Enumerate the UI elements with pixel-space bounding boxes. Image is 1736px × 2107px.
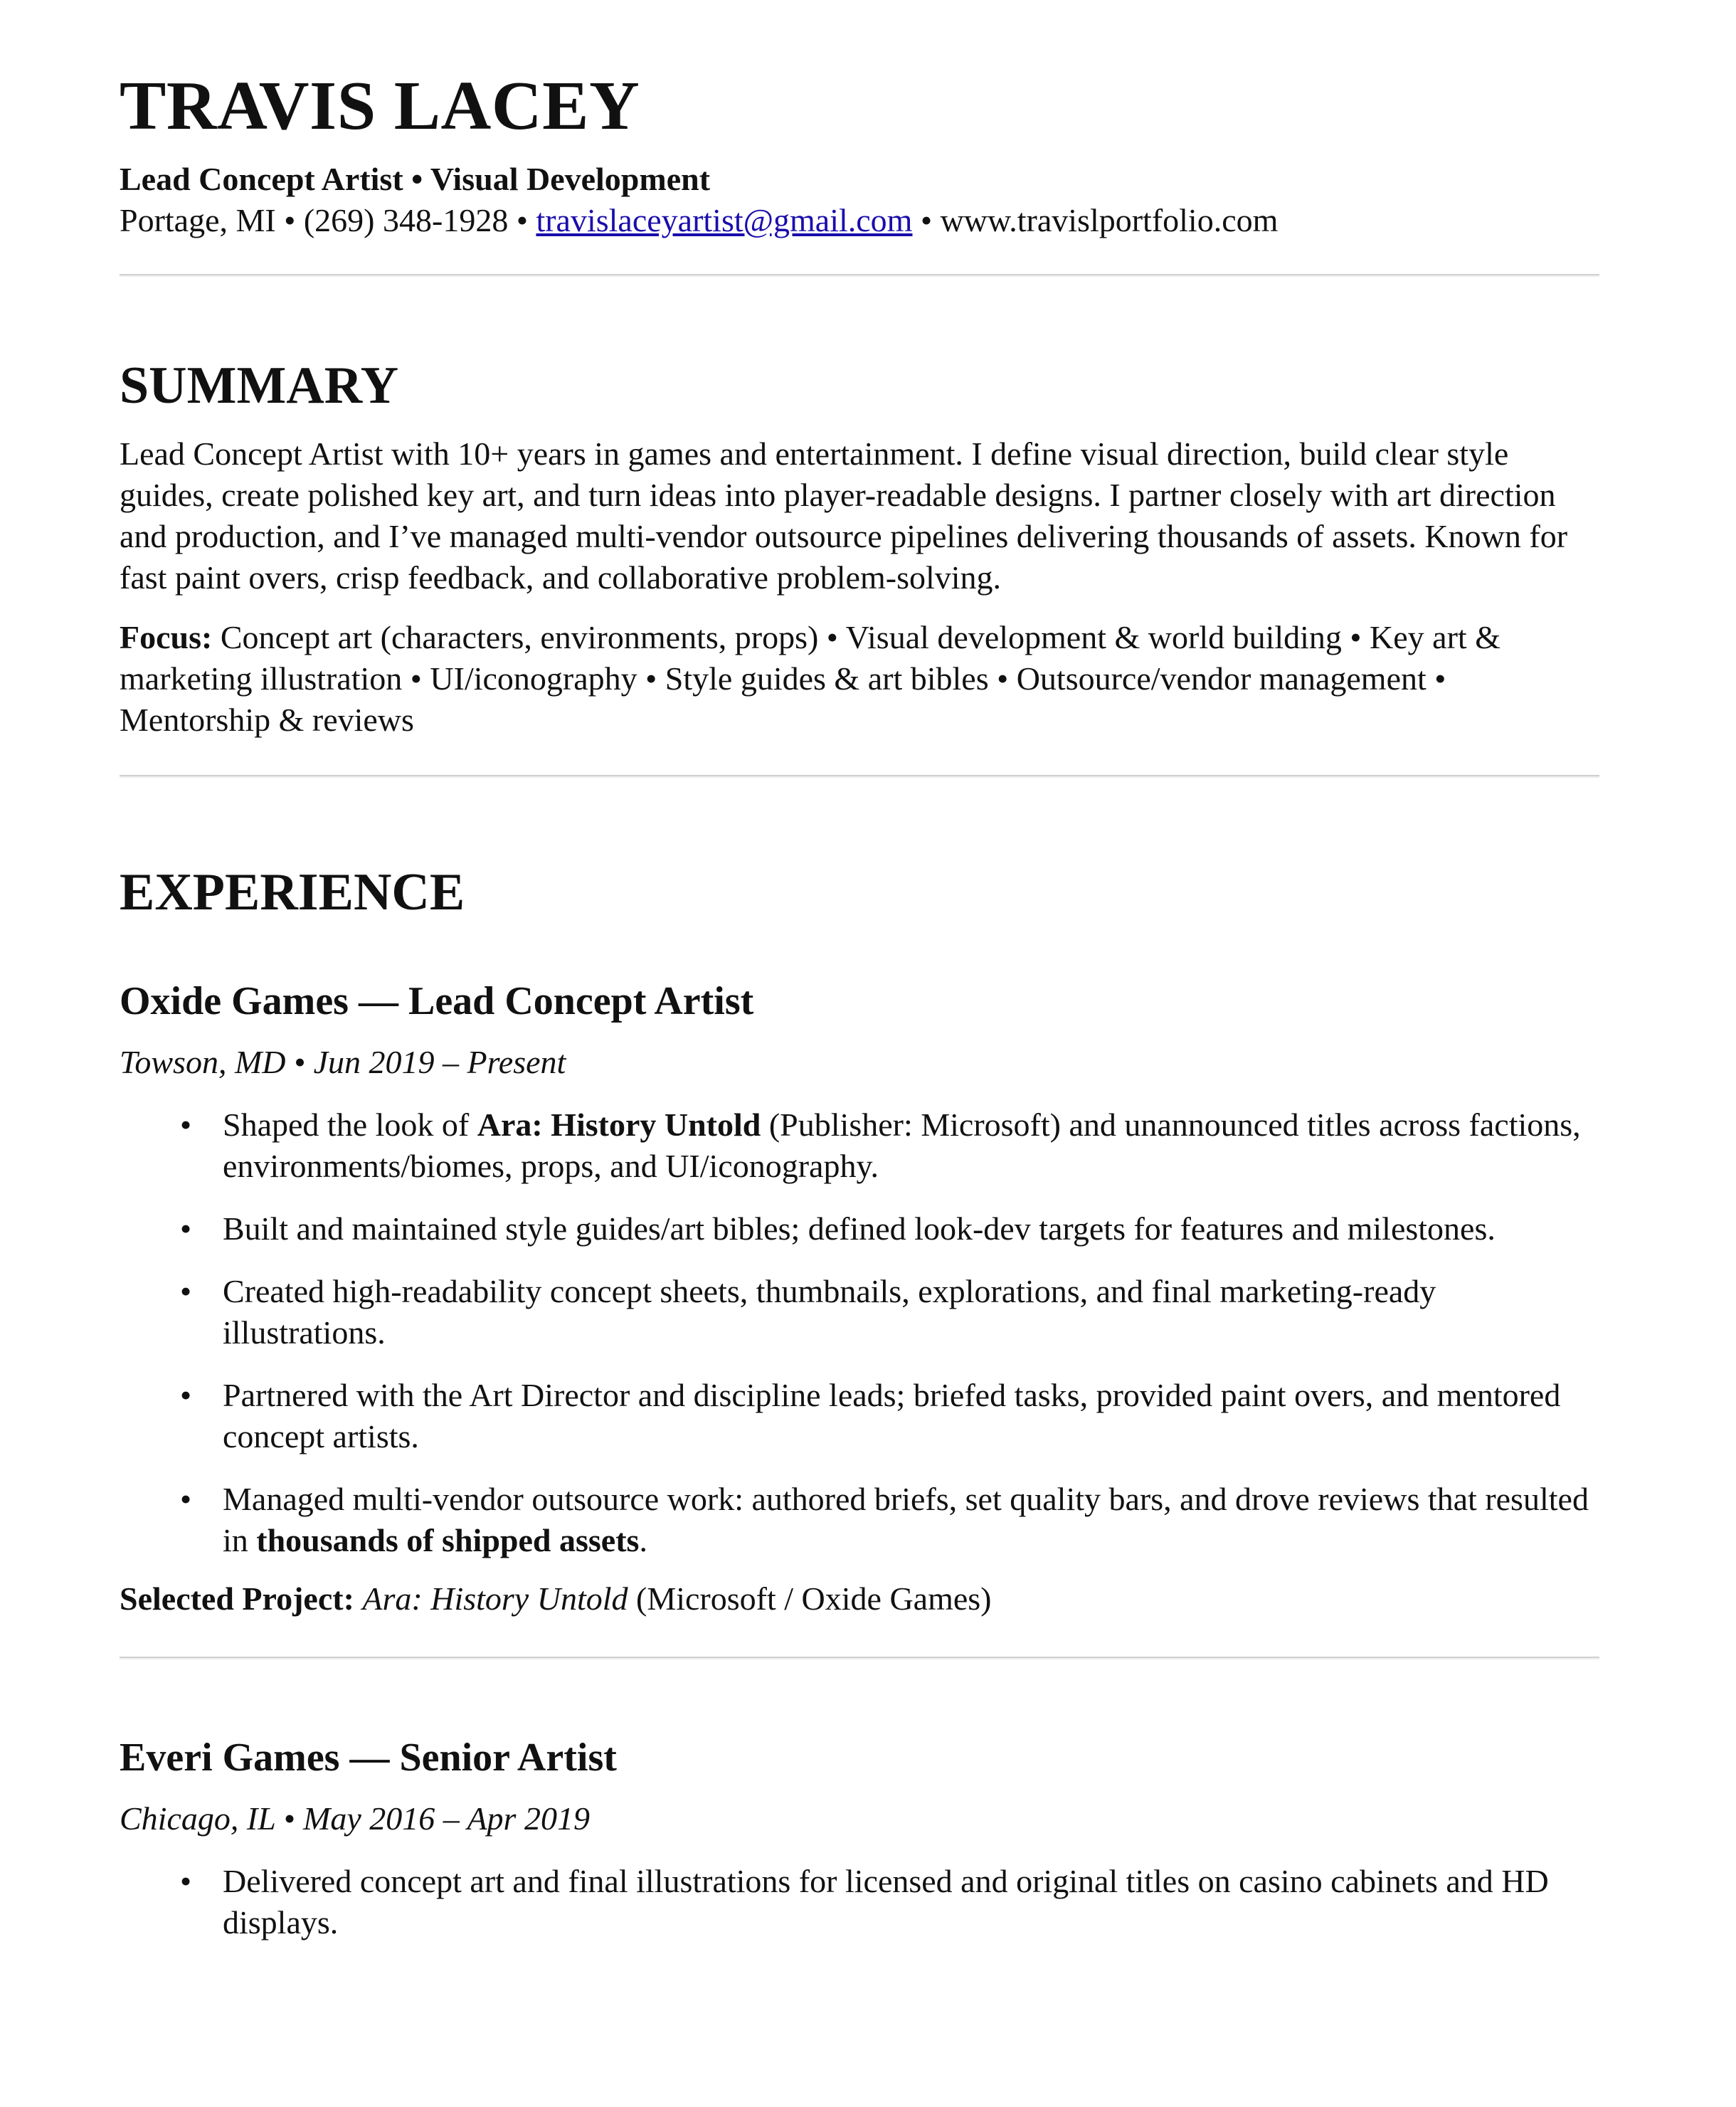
bullet-text: Partnered with the Art Director and discipline leads; briefed tasks, provided paint overs, and mentored concept artists. [223,1376,1561,1454]
selected-project-line [120,1578,1599,1620]
header-divider [120,274,1599,277]
job-title-oxide: Oxide Games — Lead Concept Artist [120,978,754,1023]
bullet-text: . [639,1521,647,1558]
job-meta-everi: Chicago, IL • May 2016 – Apr 2019 [120,1800,590,1837]
bullet-bold-text: Ara: History Untold [477,1106,761,1143]
list-item [120,1271,1599,1353]
bullet-marker: • [180,1863,192,1900]
contact-email-link[interactable]: travislaceyartist@gmail.com [536,202,913,239]
job-bullets-everi [120,1861,1599,1943]
contact-separator: • [275,202,304,239]
focus-text: Concept art (characters, environments, props) • Visual development & world building • Key art & marketing illustration • UI/iconography • Style guides & art bibles • Outsource/vendor management • Mentorship & reviews [120,618,1501,738]
job-meta-oxide: Towson, MD • Jun 2019 – Present [120,1043,566,1080]
list-item [120,1375,1599,1457]
summary-divider [120,775,1599,778]
selected-project-label: Selected Project: [120,1580,354,1617]
bullet-text: Managed multi-vendor outsource work: authored briefs, set quality bars, and drove reviews that resulted in [223,1480,1589,1558]
contact-separator: • [508,202,536,239]
bullet-marker: • [180,1272,192,1309]
bullet-text: Built and maintained style guides/art bibles; defined look-dev targets for features and milestones. [223,1210,1496,1247]
contact-website: www.travislportfolio.com [940,202,1279,239]
contact-phone: (269) 348-1928 [303,202,509,239]
contact-line [120,200,1599,241]
list-item [120,1861,1599,1943]
candidate-name: TRAVIS LACEY [120,68,640,144]
bullet-marker: • [180,1210,192,1247]
bullet-text: Created high-readability concept sheets, thumbnails, explorations, and final marketing-ready illustrations. [223,1272,1436,1351]
job-title-everi: Everi Games — Senior Artist [120,1735,617,1780]
selected-project-rest: (Microsoft / Oxide Games) [628,1580,992,1617]
list-item [120,1208,1599,1250]
bullet-text: Delivered concept art and final illustrations for licensed and original titles on casino cabinets and HD displays. [223,1863,1549,1941]
contact-location: Portage, MI [120,202,276,239]
list-item [120,1479,1599,1561]
bullet-marker: • [180,1106,192,1143]
job-divider [120,1657,1599,1659]
bullet-bold-text: thousands of shipped assets [256,1521,640,1558]
resume-page [120,68,1599,1943]
bullet-marker: • [180,1480,192,1517]
job-bullets-oxide [120,1104,1599,1561]
experience-heading: EXPERIENCE [120,862,465,922]
focus-label: Focus: [120,618,213,655]
focus-line [120,617,1599,741]
bullet-text: Shaped the look of [223,1106,477,1143]
list-item [120,1104,1599,1187]
bullet-text: (Publisher: Microsoft) and unannounced titles across factions, environments/biomes, props, and UI/iconography. [223,1106,1581,1184]
contact-separator: • [912,202,941,239]
candidate-tagline: Lead Concept Artist • Visual Development [120,161,711,197]
summary-heading: SUMMARY [120,356,399,415]
selected-project-title: Ara: History Untold [362,1580,628,1617]
bullet-marker: • [180,1376,192,1413]
summary-text: Lead Concept Artist with 10+ years in games and entertainment. I define visual direction, build clear style guides, create polished key art, and turn ideas into player-readable designs. I partner closely with art direction and production, and I’ve managed multi-vendor outsource pipelines delivering thousands of assets. Known for fast paint overs, crisp feedback, and collaborative problem-solving. [120,435,1568,596]
